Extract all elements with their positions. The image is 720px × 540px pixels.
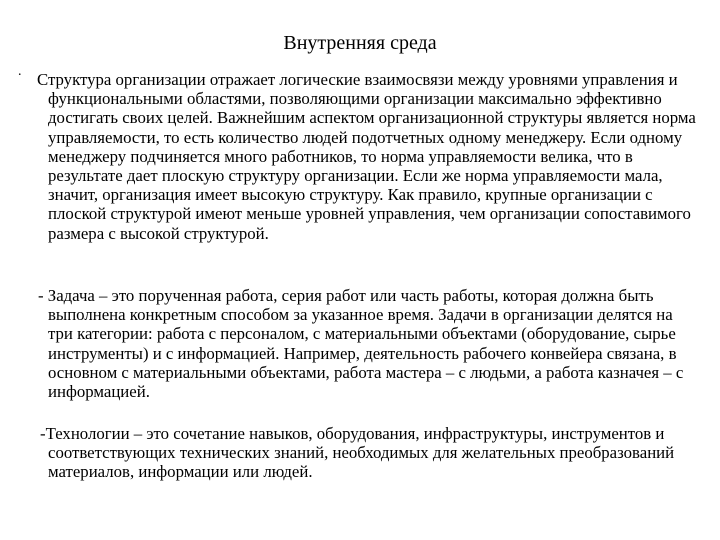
paragraph-structure: Структура организации отражает логические взаимосвязи между уровнями управления и функциональными областями, позволяющими организации максимально эффективно достигать своих целей. Важнейшим аспектом организационной структуры является норма управляемости, то есть количество людей подотчетных одному менеджеру. Если одному менеджеру подчиняется много работников, то норма управляемости велика, что в результате дает плоскую структуру организации. Если же норма управляемости мала, значит, организация имеет высокую структуру. Как правило, крупные организации с плоской структурой имеют меньше уровней управления, чем организации сопоставимого размера с высокой структурой. (37, 70, 696, 243)
bullet-marker: . (18, 64, 22, 79)
paragraph-technologies: -Технологии – это сочетание навыков, оборудования, инфраструктуры, инструментов и соответствующих технических знаний, необходимых для желательных преобразований материалов, информации или людей. (40, 424, 675, 482)
paragraph-tasks: - Задача – это порученная работа, серия работ или часть работы, которая должна быть выполнена конкретным способом за указанное время. Задачи в организации делятся на три категории: работа с персоналом, с материальными объектами (оборудование, сырье инструменты) и с информацией. Например, деятельность рабочего конвейера связана, в основном с материальными объектами, работа мастера – с людьми, а работа казначея – с информацией. (38, 286, 684, 402)
slide-title: Внутренняя среда (283, 32, 437, 54)
